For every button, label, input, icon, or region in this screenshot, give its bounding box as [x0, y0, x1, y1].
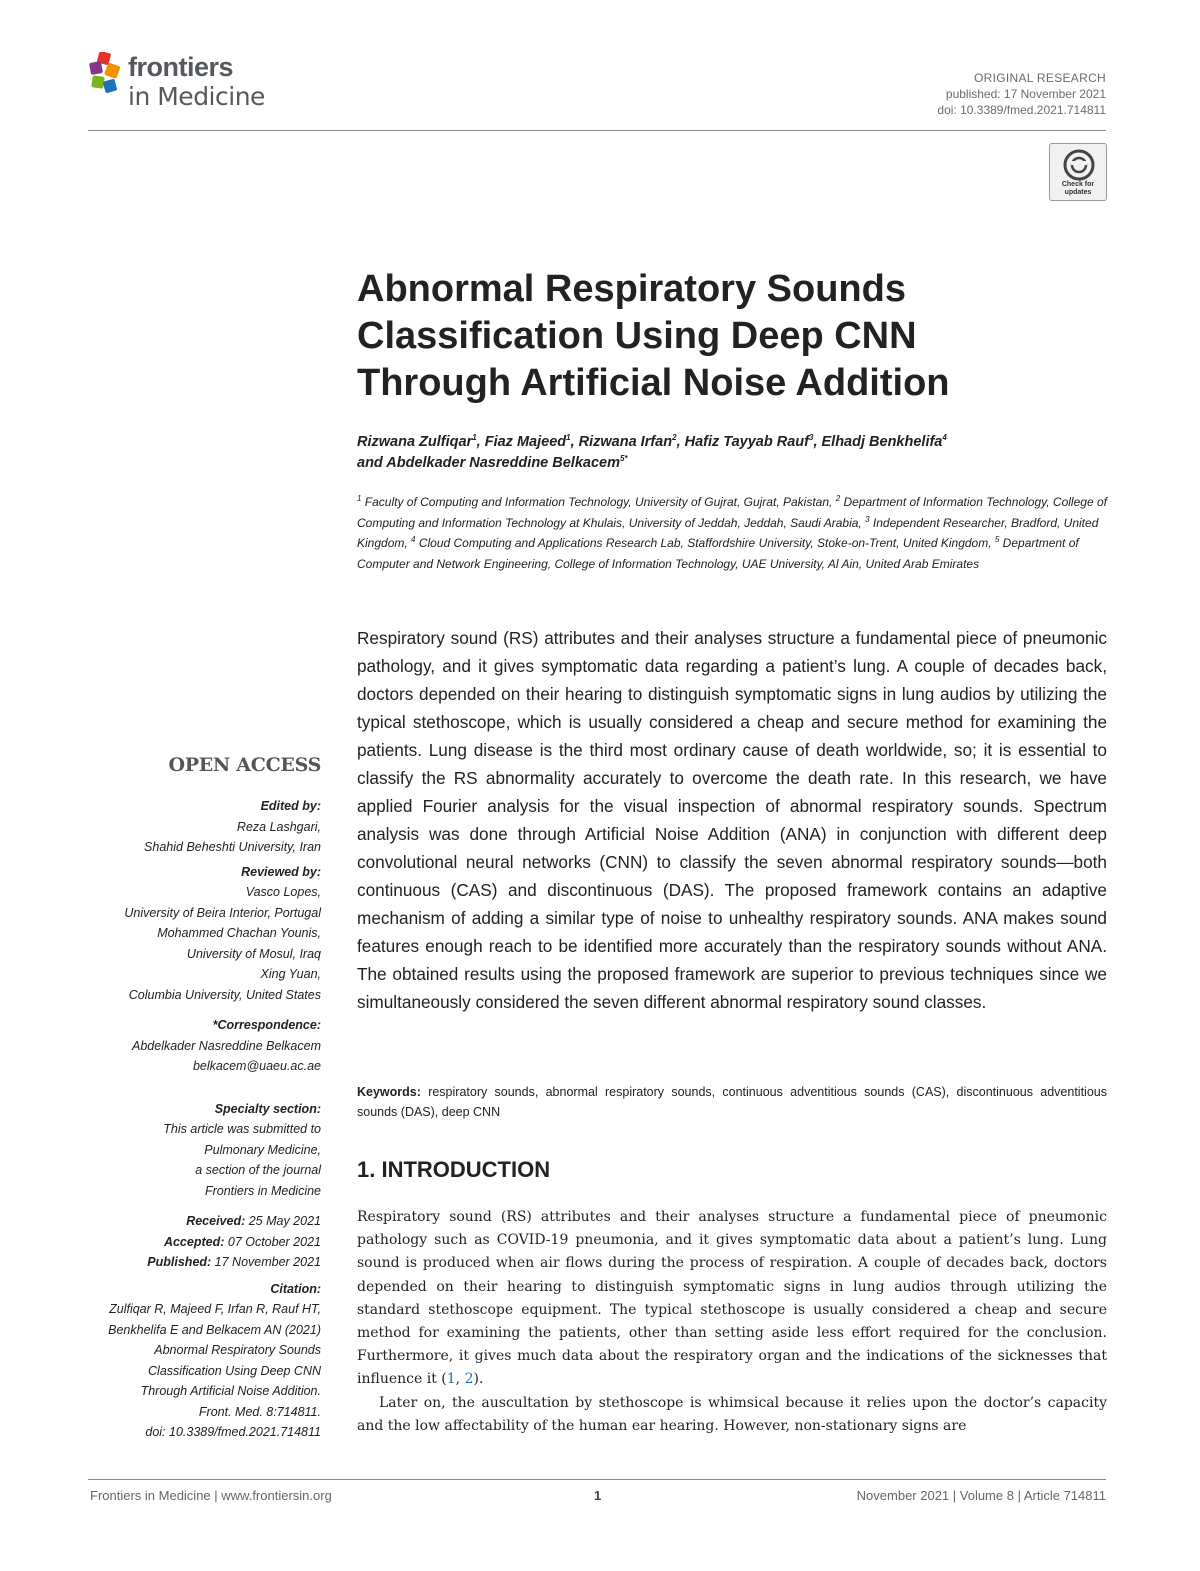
- reference-link-2[interactable]: 2: [464, 1371, 474, 1388]
- citation-line: Benkhelifa E and Belkacem AN (2021): [108, 1322, 321, 1337]
- affiliation-text: Department of Information Technology, College of Computing and Information Technology at Khulais, University of Jeddah, Jeddah, Saudi Arabia,: [357, 495, 1107, 530]
- article-type: ORIGINAL RESEARCH: [973, 71, 1106, 85]
- reviewer-affiliation: University of Beira Interior, Portugal: [124, 905, 321, 920]
- footer-divider: [88, 1479, 1106, 1480]
- citation-line: Through Artificial Noise Addition.: [140, 1384, 321, 1398]
- check-for-updates-badge[interactable]: [1049, 143, 1107, 201]
- author-name[interactable]: and Abdelkader Nasreddine Belkacem: [357, 455, 620, 471]
- affiliation-number: 4: [411, 535, 416, 544]
- edited-by-label: Edited by:: [260, 799, 321, 813]
- affiliation-marker: 3: [808, 433, 814, 443]
- affiliation-text: Faculty of Computing and Information Technology, University of Gujrat, Gujrat, Pakistan,: [361, 495, 836, 509]
- affiliation-number: 2: [835, 494, 841, 503]
- title-line-2: Classification Using Deep CNN: [357, 315, 917, 357]
- open-access-label: OPEN ACCESS: [168, 754, 321, 776]
- keywords-label: Keywords:: [357, 1085, 421, 1099]
- specialty-section-label: Specialty section:: [214, 1101, 321, 1116]
- journal-logo: [88, 50, 288, 122]
- citation-label: Citation:: [270, 1281, 321, 1296]
- check-updates-line1: Check for: [1061, 181, 1095, 188]
- specialty-line: a section of the journal: [195, 1163, 321, 1177]
- reviewer-affiliation: University of Mosul, Iraq: [186, 946, 321, 961]
- editor-affiliation: Shahid Beheshti University, Iran: [144, 840, 321, 854]
- citation-line: Zulfiqar R, Majeed F, Irfan R, Rauf HT,: [109, 1302, 321, 1316]
- citation-line: Classification Using Deep CNN: [148, 1363, 321, 1378]
- logo-word-journal: in Medicine: [128, 82, 265, 111]
- affiliation-marker: 1: [472, 433, 477, 443]
- affiliation-marker: 4: [942, 433, 947, 443]
- accepted-value: 07 October 2021: [224, 1234, 321, 1249]
- reviewer-name: Mohammed Chachan Younis,: [157, 926, 321, 940]
- correspondence-email[interactable]: belkacem@uaeu.ac.ae: [192, 1059, 321, 1073]
- article-title: [357, 266, 1077, 407]
- author-name[interactable]: Fiaz Majeed: [484, 434, 567, 450]
- reference-separator: ,: [455, 1371, 465, 1388]
- published-label: Published:: [147, 1255, 212, 1269]
- intro-paragraph-text: Respiratory sound (RS) attributes and their analyses structure a fundamental piece of pneumonic pathology such as COVID-19 pneumonia, and it gives symptomatic data about a patient’s lung. Lung sound is produced when air flows during the process of respiration. A couple of decades back, doctors depended on their hearing to distinguish symptomatic signs in lung audios through utilizing the standard stethoscope equipment. The typical stethoscope is usually considered a cheap and secure method for examining the patients, other than setting aside less effort required for the conclusion. Furthermore, it gives much data about the respiratory organ and the indications of the sicknesses that influence it (: [357, 1209, 1107, 1388]
- published-date-sidebar: [71, 1252, 321, 1273]
- affiliation-text: Department of Computer and Network Engineering, College of Information Technology, UAE University, Al Ain, United Arab Emirates: [357, 536, 1079, 571]
- reviewer-name: Xing Yuan,: [260, 967, 321, 981]
- specialty-line: Frontiers in Medicine: [204, 1183, 321, 1198]
- article-doi: doi: 10.3389/fmed.2021.714811: [937, 103, 1106, 117]
- affiliation-number: 1: [357, 494, 362, 503]
- specialty-line: This article was submitted to: [163, 1122, 321, 1136]
- title-line-1: Abnormal Respiratory Sounds: [357, 268, 906, 310]
- reviewer-affiliation: Columbia University, United States: [128, 987, 321, 1002]
- frontiers-logo-mark-icon: [88, 52, 128, 98]
- reference-link-1[interactable]: 1: [446, 1371, 456, 1388]
- author-name[interactable]: Hafiz Tayyab Rauf: [684, 434, 809, 450]
- accepted-label: Accepted:: [163, 1234, 225, 1249]
- footer-journal: Frontiers in Medicine | www.frontiersin.org: [90, 1488, 332, 1503]
- introduction-body: [357, 1206, 1107, 1438]
- affiliation-marker: 5*: [619, 454, 628, 464]
- received-label: Received:: [186, 1214, 246, 1228]
- page-number: 1: [594, 1488, 602, 1503]
- reviewed-by-label: Reviewed by:: [241, 864, 321, 879]
- citation-line: Front. Med. 8:714811.: [198, 1404, 321, 1419]
- intro-paragraph-end: ).: [473, 1371, 484, 1388]
- author-name[interactable]: Elhadj Benkhelifa: [821, 434, 943, 450]
- accepted-date: [71, 1232, 321, 1253]
- affiliation-number: 3: [865, 514, 870, 524]
- editor-name: Reza Lashgari,: [236, 819, 321, 834]
- affiliation-number: 5: [994, 535, 1000, 544]
- article-meta: [937, 70, 1106, 118]
- keywords: [357, 1082, 1107, 1122]
- author-name[interactable]: Rizwana Irfan: [578, 434, 673, 450]
- specialty-line: Pulmonary Medicine,: [204, 1142, 321, 1157]
- check-updates-line2: updates: [1064, 189, 1092, 196]
- logo-word-frontiers: frontiers: [128, 52, 234, 82]
- section-heading-introduction: 1. INTRODUCTION: [357, 1157, 551, 1182]
- affiliation-marker: 2: [672, 433, 677, 443]
- author-name[interactable]: Rizwana Zulfiqar: [357, 434, 473, 450]
- keywords-text: respiratory sounds, abnormal respiratory sounds, continuous adventitious sounds (CAS), discontinuous adventitious sounds (DAS), deep CNN: [357, 1085, 1107, 1119]
- check-updates-icon: [1063, 149, 1095, 181]
- title-line-3: Through Artificial Noise Addition: [357, 362, 950, 404]
- footer-issue: November 2021 | Volume 8 | Article 714811: [856, 1488, 1106, 1503]
- affiliation-marker: 1: [566, 433, 571, 443]
- reviewer-name: Vasco Lopes,: [245, 885, 321, 899]
- affiliations: [357, 492, 1117, 574]
- abstract: Respiratory sound (RS) attributes and their analyses structure a fundamental piece of pneumonic pathology, and it gives symptomatic data regarding a patient’s lung. A couple of decades back, doctors depended on their hearing to distinguish symptomatic signs in lung audios by utilizing the typical stethoscope, which is usually considered a cheap and secure method for examining the patients. Lung disease is the third most ordinary cause of death worldwide, so; it is essential to classify the RS abnormality accurately to overcome the death rate. In this research, we have applied Fourier analysis for the visual inspection of abnormal respiratory sounds. Spectrum analysis was done through Artificial Noise Addition (ANA) in conjunction with different deep convolutional neural networks (CNN) to classify the seven abnormal respiratory sounds—both continuous (CAS) and discontinuous (DAS). The proposed framework contains an adaptive mechanism of adding a similar type of noise to unhealthy respiratory sounds. ANA makes sound features enough reach to be identified more accurately than the respiratory sounds without ANA. The obtained results using the proposed framework are superior to previous techniques since we simultaneously considered the seven different abnormal respiratory sound classes.: [357, 628, 1107, 1012]
- received-value: 25 May 2021: [245, 1214, 321, 1228]
- published-date: published: 17 November 2021: [945, 87, 1106, 101]
- intro-paragraph-1: [357, 1206, 1107, 1392]
- received-date: [71, 1211, 321, 1232]
- published-value: 17 November 2021: [211, 1255, 321, 1269]
- intro-paragraph-2: Later on, the auscultation by stethoscope is whimsical because it relies upon the doctor’s capacity and the low affectability of the human ear hearing. However, non-stationary signs are: [357, 1394, 1107, 1434]
- affiliation-text: Cloud Computing and Applications Research Lab, Staffordshire University, Stoke-on-Trent, United Kingdom,: [415, 536, 995, 550]
- correspondence-name: Abdelkader Nasreddine Belkacem: [132, 1038, 321, 1053]
- affiliation-text: Independent Researcher, Bradford, United Kingdom,: [357, 515, 1099, 550]
- header-divider: [88, 130, 1106, 131]
- author-list: Rizwana Zulfiqar$^1$, Fiaz Majeed$^1$, Rizwana Irfan$^2$, Hafiz Tayyab Rauf$^3$, Elhadj Benkhelifa$^4$ and Abdelkader Nasreddine Belkacem$^{5*}$: [357, 433, 947, 471]
- citation-line: Abnormal Respiratory Sounds: [154, 1343, 321, 1357]
- sidebar-editorial: [71, 796, 321, 1443]
- correspondence-label: *Correspondence:: [212, 1018, 321, 1032]
- citation-doi[interactable]: doi: 10.3389/fmed.2021.714811: [145, 1425, 321, 1439]
